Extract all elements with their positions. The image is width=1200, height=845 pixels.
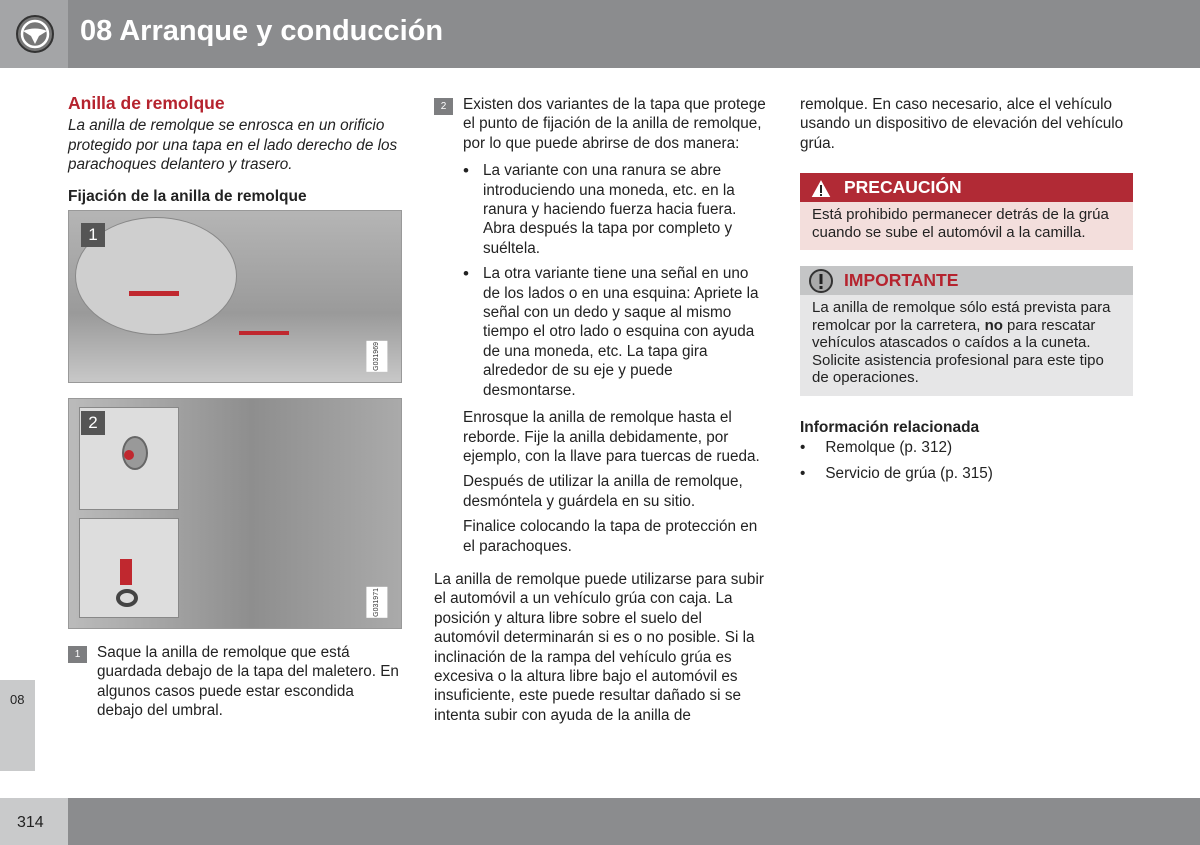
section-title: Anilla de remolque [68,93,225,113]
step-number: 2 [434,98,453,115]
paragraph: La anilla de remolque puede utilizarse para subir el automóvil a un vehículo grúa con caja. La posición y altura libre sobre el suelo del automóvil determinarán si es o no posible. Si la inclinación de la rampa del vehículo grúa es excesiva o la altura libre bajo el automóvil es insuficiente, este puede resultar dañado si se intenta subir con ayuda de la anilla de [434,570,764,724]
related-list [800,438,1133,483]
bullet: • [800,439,806,457]
text: para rescatar vehículos atascados o caídos a la cuneta. Solicite asistencia profesional para este tipo de operaciones. [812,316,1104,387]
warning-triangle-icon [808,176,834,200]
column-1 [68,94,403,721]
bullet: • [800,464,806,482]
figure-code: G031969 [366,341,387,372]
figure-bumper [68,398,402,629]
caution-box [800,173,1133,250]
step-number: 1 [68,646,87,663]
caution-title: PRECAUCIÓN [844,177,962,198]
steering-wheel-icon [15,14,55,54]
bullet-list [463,161,769,400]
footer-bar [68,798,1200,845]
detail-inset-ring [79,518,179,618]
step-2 [434,95,769,562]
tow-ring-illustration [129,291,179,296]
page-number: 314 [0,798,68,845]
chapter-title: 08 Arranque y conducción [80,15,444,47]
subsection-title: Fijación de la anilla de remolque [68,187,307,205]
link-text[interactable]: Remolque (p. 312) [825,439,953,457]
text: La anilla de remolque sólo está prevista para remolcar por la carretera, [812,299,1111,334]
important-title: IMPORTANTE [844,270,959,291]
paragraph: Finalice colocando la tapa de protección en el parachoques. [463,518,758,555]
figure-code: G031971 [366,587,387,618]
related-title: Información relacionada [800,418,980,436]
paragraph: Después de utilizar la anilla de remolque, desmóntela y guárdela en su sitio. [463,473,743,510]
chapter-tab: 08 [0,680,35,771]
figure-number: 1 [81,223,105,247]
related-link[interactable] [800,438,1133,457]
important-text [800,295,1133,396]
important-box [800,266,1133,396]
step-1 [68,643,403,721]
step-text: Existen dos variantes de la tapa que protege el punto de fijación de la anilla de remolque, por lo que puede abrirse de dos manera: [463,96,766,152]
bold-text: no [984,316,1003,334]
tow-ring-illustration [239,331,289,335]
exclamation-circle-icon [808,268,834,294]
paragraph: remolque. En caso necesario, alce el vehículo usando un dispositivo de elevación del vehículo grúa. [800,96,1124,152]
list-item: • La variante con una ranura se abre introduciendo una moneda, etc. en la ranura y haciendo fuerza hacia fuera. Abra después la tapa por completo y suéltela. [463,161,769,258]
lead-text: La anilla de remolque se enrosca en un orificio protegido por una tapa en el lado derecho de los parachoques delantero y trasero. [68,117,398,174]
related-link[interactable] [800,464,1133,483]
caution-text: Está prohibido permanecer detrás de la grúa cuando se sube el automóvil a la camilla. [800,202,1133,250]
figure-trunk [68,210,402,383]
figure-number: 2 [81,411,105,435]
chapter-header [68,0,1200,68]
header-icon-block [0,0,68,68]
step-text: Saque la anilla de remolque que está guardada debajo de la tapa del maletero. En algunos casos puede estar escondida debajo del umbral. [97,644,399,720]
paragraph: Enrosque la anilla de remolque hasta el reborde. Fije la anilla debidamente, por ejemplo, con la llave para tuercas de rueda. [463,409,760,465]
column-3 [800,95,1133,489]
column-2 [434,95,769,731]
link-text[interactable]: Servicio de grúa (p. 315) [825,464,993,482]
list-item: • La otra variante tiene una señal en uno de los lados o en una esquina: Apriete la señal con un dedo y saque al mismo tiempo el otro lado o esquina con ayuda de una moneda, etc. La tapa gira alrededor de su eje y puede desmontarse. [463,264,769,400]
